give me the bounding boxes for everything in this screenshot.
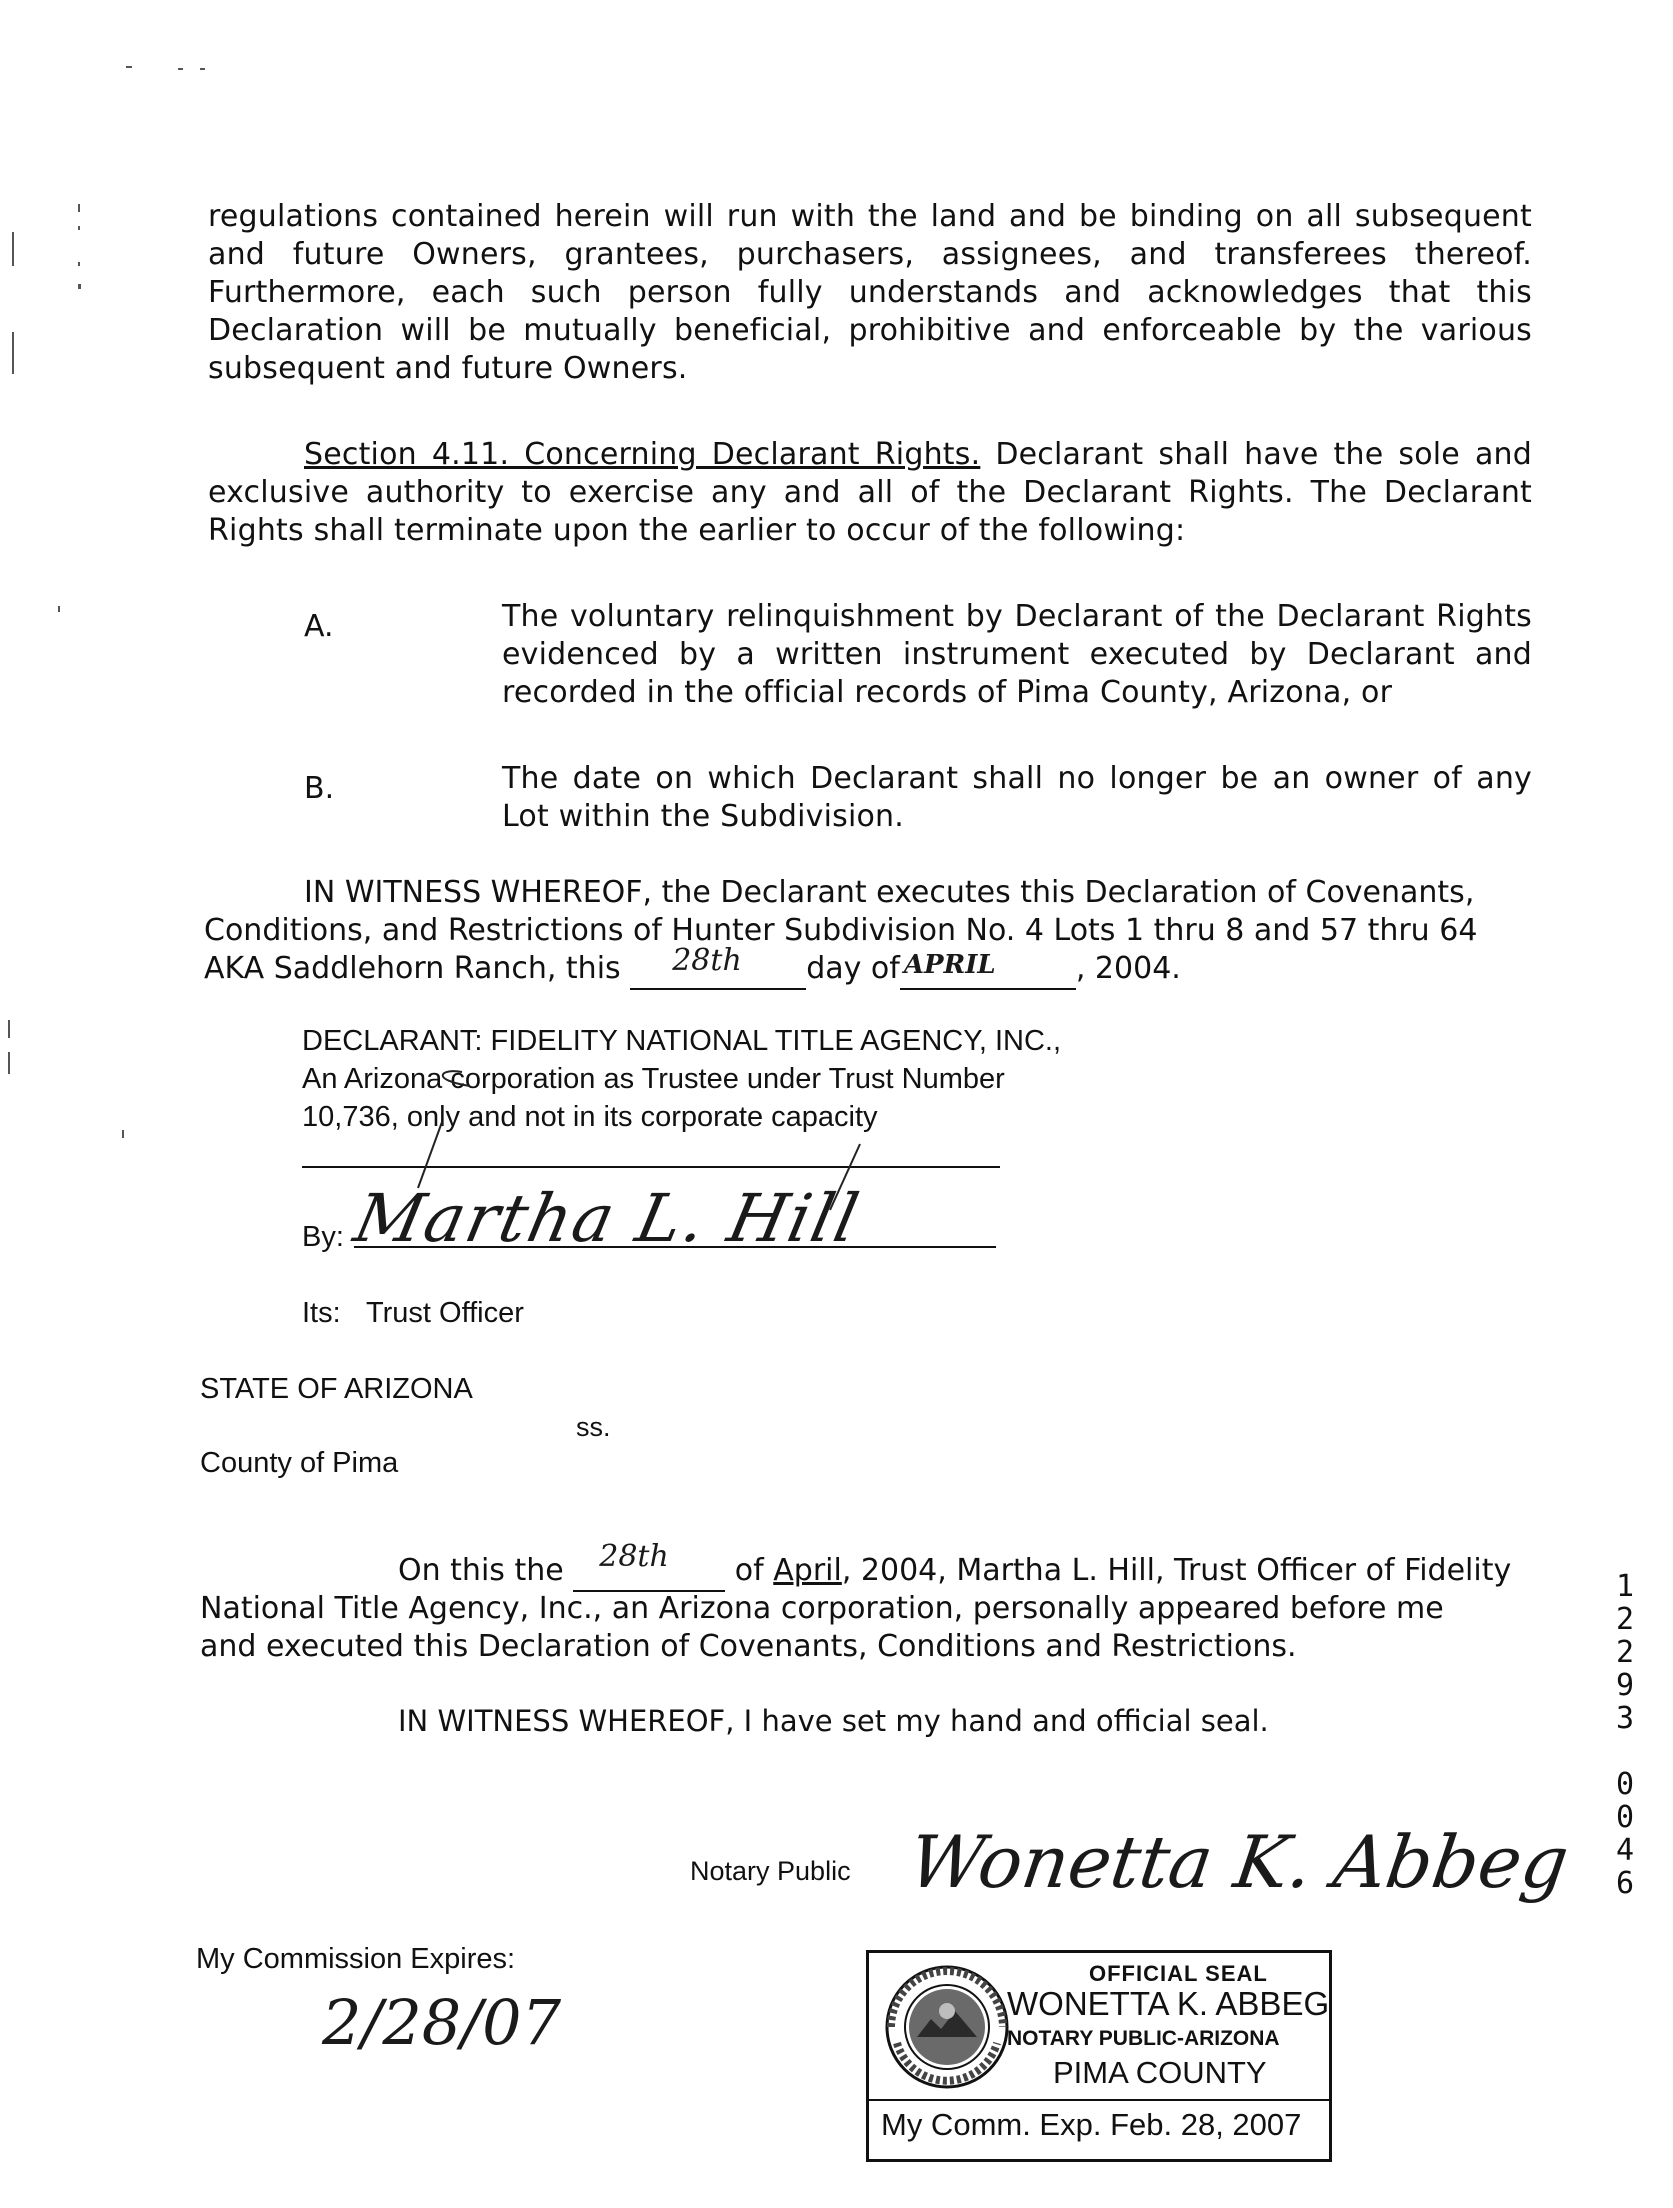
ack-prefix: On this the — [398, 1553, 564, 1588]
margin-digit: 4 — [1615, 1833, 1635, 1868]
witness-month-handwritten: APRIL — [903, 950, 996, 980]
notary-signature: Wonetta K. Abbeg — [904, 1820, 1574, 1904]
scan-speck — [126, 66, 132, 68]
item-b-text: The date on which Declarant shall no longer be an owner of any Lot within the Subdivision. — [502, 761, 1532, 834]
margin-digit: 0 — [1615, 1800, 1635, 1835]
declarant-line-1: DECLARANT: FIDELITY NATIONAL TITLE AGENCY, INC., — [302, 1025, 1062, 1057]
scan-speck — [178, 68, 183, 70]
declarant-signature: Martha L. Hill — [347, 1180, 867, 1257]
scan-speck — [78, 262, 80, 266]
ack-line-3: and executed this Declaration of Covenants, Conditions and Restrictions. — [200, 1629, 1297, 1664]
witness-line-3-mid: day of — [806, 951, 900, 986]
seal-county: PIMA COUNTY — [1053, 2055, 1267, 2090]
ack-day-blank — [573, 1539, 725, 1592]
margin-digit: 3 — [1615, 1701, 1635, 1736]
section-body: Declarant shall have the sole and exclusive authority to exercise any and all of the Declarant Rights. The Declarant Rights shall terminate upon the earlier to occur of the following: — [208, 437, 1532, 548]
notary-witness: IN WITNESS WHEREOF, I have set my hand and official seal. — [398, 1704, 1269, 1738]
item-a-label: A. — [304, 609, 334, 644]
commission-label: My Commission Expires: — [196, 1943, 516, 1975]
declarant-line-2: An Arizona corporation as Trustee under Trust Number — [302, 1063, 1005, 1095]
intro-paragraph: regulations contained herein will run with the land and be binding on all subsequent and future Owners, grantees, purchasers, assignees, and transferees thereof. Furthermore, each such person fully understands and acknowledges that this Declaration will be mutually beneficial, prohibitive and enforceable by the various subsequent and future Owners. — [208, 199, 1532, 386]
seal-divider — [869, 2099, 1329, 2101]
witness-month-blank — [900, 950, 1076, 990]
its-label: Its: — [302, 1297, 341, 1329]
ack-line-2: National Title Agency, Inc., an Arizona corporation, personally appeared before me — [200, 1591, 1444, 1626]
ack-month: April — [773, 1553, 842, 1588]
witness-day-handwritten: 28th — [672, 943, 742, 978]
margin-digit: 0 — [1615, 1767, 1635, 1802]
ack-of: of — [734, 1553, 764, 1588]
notary-label: Notary Public — [690, 1856, 851, 1886]
scan-speck — [78, 204, 80, 212]
margin-digit: 9 — [1615, 1668, 1635, 1703]
scan-speck — [12, 332, 14, 374]
commission-date-handwritten: 2/28/07 — [322, 1986, 562, 2059]
witness-line-3 — [204, 943, 1181, 990]
item-b-label: B. — [304, 771, 335, 806]
scan-speck — [8, 1052, 10, 1074]
margin-digit: 6 — [1615, 1866, 1635, 1901]
witness-line-1: IN WITNESS WHEREOF, the Declarant executes this Declaration of Covenants, — [304, 875, 1475, 910]
witness-line-3-prefix: AKA Saddlehorn Ranch, this — [204, 951, 621, 986]
scan-speck — [58, 606, 60, 612]
state-seal-icon — [883, 1963, 1011, 2091]
scan-speck — [78, 226, 80, 230]
scan-speck — [122, 1130, 124, 1138]
ack-line-1 — [398, 1539, 1512, 1592]
margin-digit: 2 — [1615, 1635, 1635, 1670]
witness-day-blank — [630, 943, 806, 990]
scan-speck — [200, 68, 205, 70]
venue-ss: ss. — [576, 1412, 611, 1442]
seal-expires: My Comm. Exp. Feb. 28, 2007 — [881, 2107, 1302, 2142]
scan-speck — [78, 284, 81, 289]
venue-county: County of Pima — [200, 1447, 399, 1479]
seal-role: NOTARY PUBLIC-ARIZONA — [1007, 2027, 1280, 2050]
its-value: Trust Officer — [366, 1297, 524, 1329]
ack-day-handwritten: 28th — [599, 1539, 669, 1574]
section-4-11-paragraph — [208, 436, 1532, 550]
seal-title: OFFICIAL SEAL — [1089, 1961, 1268, 1986]
ack-line-1-rest: , 2004, Martha L. Hill, Trust Officer of Fidelity — [841, 1553, 1512, 1588]
venue-state: STATE OF ARIZONA — [200, 1373, 473, 1405]
item-a-text: The voluntary relinquishment by Declarant of the Declarant Rights evidenced by a written instrument executed by Declarant and recorded in the official records of Pima County, Arizona, or — [502, 599, 1532, 710]
margin-digit: 2 — [1615, 1602, 1635, 1637]
notary-seal — [866, 1950, 1332, 2162]
margin-digit: 1 — [1615, 1569, 1635, 1604]
section-heading: Section 4.11. Concerning Declarant Rights. — [304, 437, 981, 472]
scan-speck — [8, 1020, 10, 1038]
scan-speck — [12, 232, 14, 266]
witness-line-3-suffix: , 2004. — [1075, 951, 1181, 986]
witness-line-2: Conditions, and Restrictions of Hunter Subdivision No. 4 Lots 1 thru 8 and 57 thru 64 — [204, 913, 1478, 948]
seal-name: WONETTA K. ABBEG — [1007, 1985, 1330, 2022]
declarant-line-3: 10,736, only and not in its corporate capacity — [302, 1101, 878, 1133]
by-label: By: — [302, 1221, 344, 1253]
